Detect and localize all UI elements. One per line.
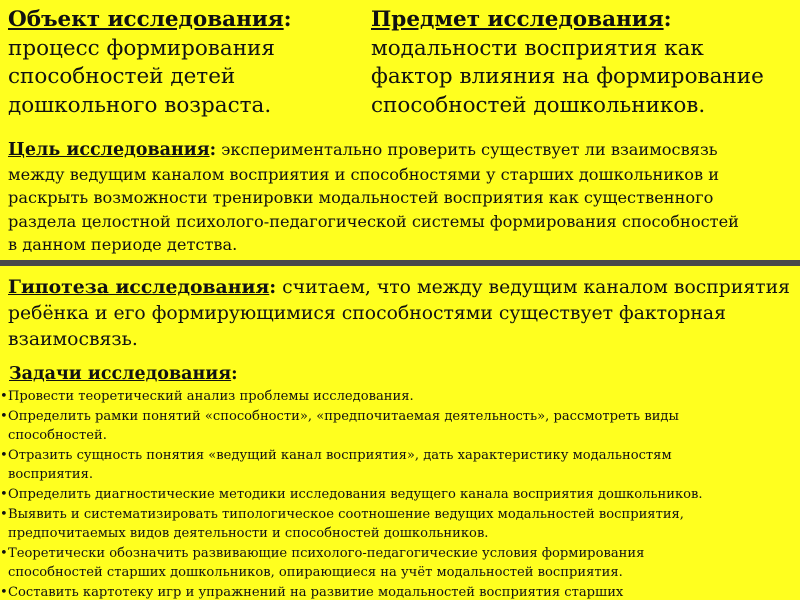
bullet-icon: • [0, 486, 8, 502]
task-list-item [0, 544, 796, 583]
task-list-item [0, 446, 796, 485]
research-subject-text-line: способностей дошкольников. [371, 92, 706, 118]
task-text-line: Отразить сущность понятия «ведущий канал восприятия», дать характеристику модальностям [8, 447, 672, 463]
research-subject-heading: Предмет исследования [371, 7, 664, 32]
research-goal-text-line: в данном периоде детства. [8, 235, 238, 254]
task-list-item [0, 387, 796, 407]
research-object-text-line: дошкольного возраста. [8, 92, 272, 118]
research-hypothesis-text-line: взаимосвязь. [8, 329, 138, 350]
bullet-icon: • [0, 447, 8, 463]
research-object-text-line: процесс формирования [8, 35, 275, 61]
research-goal-block: Цель исследования: экспериментально проверить существует ли взаимосвязь между ведущим каналом восприятия и способностями у старших дошкольников и раскрыть возможности тренировки модальностей восприятия как существенного раздела целостной психолого-педагогической системы формирования способностей в данном периоде детства. [8, 138, 796, 257]
research-goal-text-line: между ведущим каналом восприятия и способностями у старших дошкольников и [8, 164, 720, 184]
research-goal-text-line: раздела целостной психолого-педагогической системы формирования способностей [8, 211, 739, 231]
task-text-line: способностей старших дошкольников, опирающиеся на учёт модальностей восприятия. [8, 565, 623, 581]
research-tasks-heading: Задачи исследования [9, 364, 232, 384]
research-goal-heading: Цель исследования [8, 140, 210, 160]
task-text-line: предпочитаемых видов деятельности и способностей дошкольников. [8, 526, 489, 542]
research-hypothesis-heading: Гипотеза исследования [8, 276, 270, 298]
task-text-line: Теоретически обозначить развивающие психолого-педагогические условия формирования [8, 545, 645, 561]
research-object-block: Объект исследования: процесс формирования способностей детей дошкольного возраста. [8, 6, 358, 120]
research-hypothesis-tasks-panel [0, 266, 800, 600]
task-text-line: Выявить и систематизировать типологическое соотношение ведущих модальностей восприятия, [8, 506, 684, 522]
bullet-icon: • [0, 584, 8, 600]
research-tasks-list [0, 387, 796, 600]
task-text-line: Составить картотеку игр и упражнений на развитие модальностей восприятия старших [8, 584, 624, 600]
task-list-item [0, 407, 796, 446]
bullet-icon: • [0, 408, 8, 424]
research-goal-text-line: экспериментально проверить существует ли взаимосвязь [216, 140, 718, 159]
task-list-item [0, 583, 796, 600]
research-tasks-title: Задачи исследования: [9, 364, 238, 384]
bullet-icon: • [0, 545, 8, 561]
bullet-icon: • [0, 506, 8, 522]
task-list-item [0, 485, 796, 505]
research-hypothesis-block: Гипотеза исследования: считаем, что между ведущим каналом восприятия ребёнка и его формирующимися способностями существует факторная взаимосвязь. [8, 274, 796, 353]
research-goal-text-line: раскрыть возможности тренировки модальностей восприятия как существенного [8, 188, 714, 207]
task-text-line: восприятия. [8, 467, 94, 483]
research-object-heading: Объект исследования [8, 7, 284, 32]
task-list-item [0, 505, 796, 544]
task-text-line: Провести теоретический анализ проблемы исследования. [8, 389, 414, 404]
research-subject-block: Предмет исследования: модальности восприятия как фактор влияния на формирование способностей дошкольников. [371, 6, 796, 120]
task-text-line: Определить диагностические методики исследования ведущего канала восприятия дошкольников. [8, 486, 703, 502]
research-subject-text-line: фактор влияния на формирование [371, 64, 764, 89]
bullet-icon: • [0, 389, 8, 404]
research-object-text-line: способностей детей [8, 64, 236, 89]
task-text-line: способностей. [8, 428, 107, 444]
research-hypothesis-text-line: ребёнка и его формирующимися способностями существует факторная [8, 303, 726, 324]
research-hypothesis-text-line: считаем, что между ведущим каналом восприятия [276, 277, 790, 298]
research-subject-text-line: модальности восприятия как [371, 35, 704, 61]
research-summary-panel [0, 0, 800, 260]
task-text-line: Определить рамки понятий «способности», «предпочитаемая деятельность», рассмотреть виды [8, 408, 679, 424]
